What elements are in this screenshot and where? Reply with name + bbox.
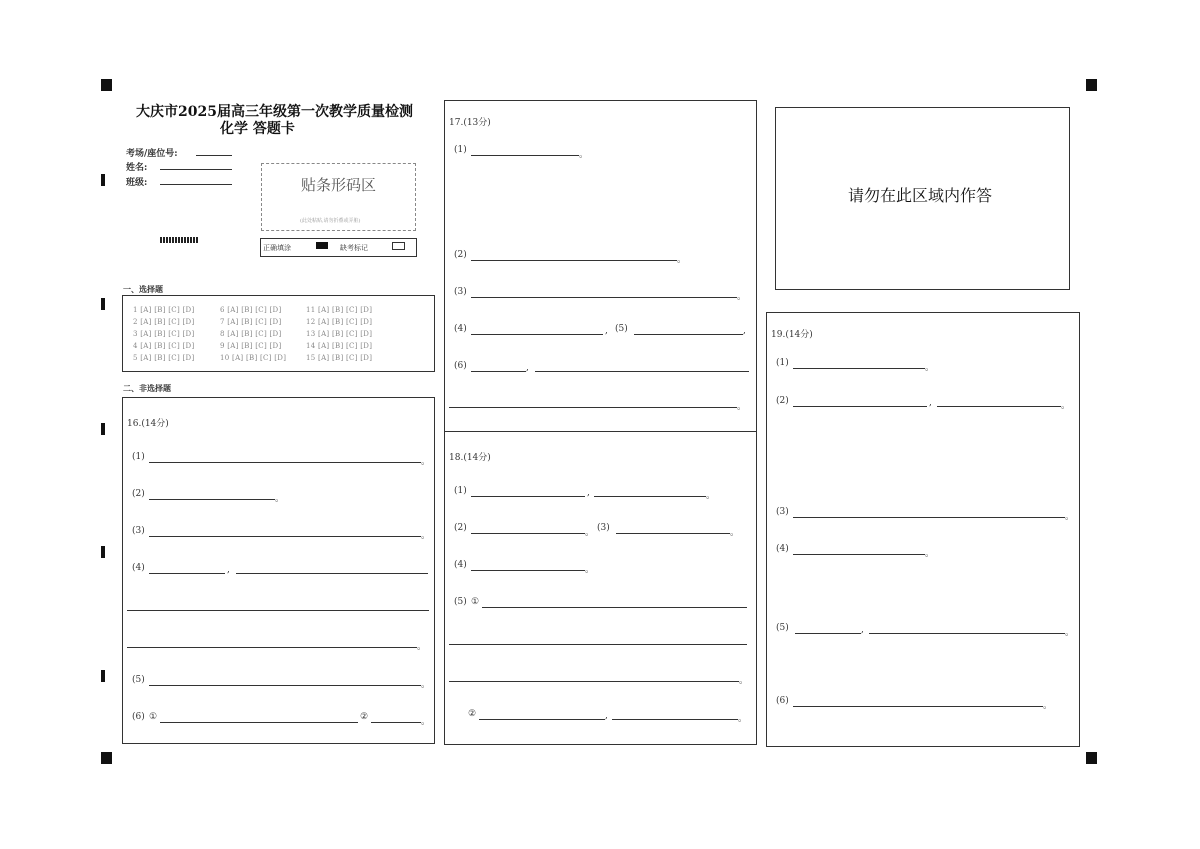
q17-box <box>444 100 757 432</box>
q19-part2-label: (2) <box>776 396 789 406</box>
choice-item[interactable]: 11 [A] [B] [C] [D] <box>306 306 373 314</box>
q16-part3-label: (3) <box>132 526 145 536</box>
q19-part1-answer[interactable] <box>793 368 925 369</box>
punct: 。 <box>421 717 431 727</box>
q19-part6-answer[interactable] <box>793 706 1043 707</box>
exam-title: 大庆市2025届高三年级第一次教学质量检测 <box>136 104 413 120</box>
q16-part6-answer-1[interactable] <box>160 722 358 723</box>
absent-mark-box[interactable] <box>392 242 405 250</box>
choice-item[interactable]: 15 [A] [B] [C] [D] <box>306 354 373 362</box>
q18-part5-answer-1c[interactable] <box>449 681 739 682</box>
corner-mark-top-left <box>101 79 112 91</box>
name-field[interactable] <box>160 169 232 170</box>
punct: 。 <box>730 528 740 538</box>
barcode-label: 贴条形码区 <box>301 176 377 194</box>
section-nonchoice-title: 二、非选择题 <box>123 383 171 393</box>
q19-part4-label: (4) <box>776 544 789 554</box>
corner-mark-bottom-right <box>1086 752 1097 764</box>
q17-part4-answer[interactable] <box>471 334 603 335</box>
q19-part3-answer[interactable] <box>793 517 1065 518</box>
q18-part4-answer[interactable] <box>471 570 585 571</box>
q16-part6-circle2: ② <box>360 712 369 722</box>
q19-part5-label: (5) <box>776 623 789 633</box>
q17-part5-answer[interactable] <box>634 334 743 335</box>
choice-item[interactable]: 5 [A] [B] [C] [D] <box>133 354 195 362</box>
choice-item[interactable]: 1 [A] [B] [C] [D] <box>133 306 195 314</box>
punct: 。 <box>677 255 687 265</box>
q17-part1-label: (1) <box>454 145 467 155</box>
punct: 。 <box>1065 628 1075 638</box>
q19-part3-label: (3) <box>776 507 789 517</box>
choice-item[interactable]: 14 [A] [B] [C] [D] <box>306 342 373 350</box>
q18-part5-answer-2a[interactable] <box>479 719 605 720</box>
section-choice-title: 一、选择题 <box>123 284 163 294</box>
q17-part2-label: (2) <box>454 250 467 260</box>
timing-mark <box>101 670 105 682</box>
q19-part2-answer-b[interactable] <box>937 406 1061 407</box>
q19-part5-answer-a[interactable] <box>795 633 861 634</box>
punct: 。 <box>421 457 431 467</box>
choice-item[interactable]: 2 [A] [B] [C] [D] <box>133 318 195 326</box>
q16-part4-answer-b[interactable] <box>236 573 428 574</box>
punct: 。 <box>417 642 427 652</box>
punct: , <box>227 565 230 575</box>
q16-part6-circle1: ① <box>149 712 158 722</box>
name-label: 姓名: <box>126 163 148 173</box>
class-label: 班级: <box>126 178 148 188</box>
q16-part4-answer-c[interactable] <box>127 610 429 611</box>
scan-code <box>160 237 198 243</box>
correct-fill-label: 正确填涂 <box>263 244 291 252</box>
punct: , <box>526 363 529 373</box>
q17-part2-answer[interactable] <box>471 260 677 261</box>
punct: 。 <box>739 676 749 686</box>
timing-mark <box>101 174 105 186</box>
timing-mark <box>101 546 105 558</box>
exam-subtitle: 化学 答题卡 <box>220 121 295 137</box>
q18-part1-answer-a[interactable] <box>471 496 585 497</box>
q16-title: 16.(14分) <box>127 419 169 429</box>
punct: 。 <box>275 494 285 504</box>
q16-part3-answer[interactable] <box>149 536 421 537</box>
q16-part2-answer[interactable] <box>149 499 275 500</box>
punct: 。 <box>585 528 595 538</box>
q17-part1-answer[interactable] <box>471 155 579 156</box>
q18-part2-answer[interactable] <box>471 533 585 534</box>
punct: 。 <box>706 491 716 501</box>
no-answer-label: 请勿在此区域内作答 <box>848 186 993 205</box>
q19-part6-label: (6) <box>776 696 789 706</box>
q18-part5-circle1: ① <box>471 597 480 607</box>
timing-mark <box>101 298 105 310</box>
q18-part5-answer-1a[interactable] <box>482 607 747 608</box>
seat-label: 考场/座位号: <box>126 149 178 159</box>
q19-part5-answer-b[interactable] <box>869 633 1065 634</box>
punct: , <box>605 711 608 721</box>
corner-mark-top-right <box>1086 79 1097 91</box>
q16-part4-label: (4) <box>132 563 145 573</box>
q19-part4-answer[interactable] <box>793 554 925 555</box>
q18-part3-label: (3) <box>597 523 610 533</box>
q17-part3-label: (3) <box>454 287 467 297</box>
q18-part5-circle2: ② <box>468 709 477 719</box>
q16-part4-answer-d[interactable] <box>127 647 417 648</box>
q18-box <box>444 431 757 745</box>
q17-part3-answer[interactable] <box>471 297 737 298</box>
choice-item[interactable]: 3 [A] [B] [C] [D] <box>133 330 195 338</box>
q18-part1-label: (1) <box>454 486 467 496</box>
q16-part2-label: (2) <box>132 489 145 499</box>
q19-title: 19.(14分) <box>771 330 813 340</box>
choice-item[interactable]: 9 [A] [B] [C] [D] <box>220 342 282 350</box>
punct: 。 <box>1061 401 1071 411</box>
corner-mark-bottom-left <box>101 752 112 764</box>
q17-title: 17.(13分) <box>449 118 491 128</box>
punct: , <box>605 326 608 336</box>
seat-field[interactable] <box>196 155 232 156</box>
punct: , <box>587 488 590 498</box>
q17-part6-answer-b[interactable] <box>535 371 749 372</box>
correct-fill-sample <box>316 242 328 249</box>
timing-mark <box>101 423 105 435</box>
punct: , <box>743 326 746 336</box>
punct: 。 <box>421 531 431 541</box>
q16-part6-label: (6) <box>132 712 145 722</box>
q16-part1-answer[interactable] <box>149 462 421 463</box>
punct: 。 <box>579 150 589 160</box>
absent-mark-label: 缺考标记 <box>340 244 368 252</box>
q17-part6-answer-c[interactable] <box>449 407 737 408</box>
q16-part5-label: (5) <box>132 675 145 685</box>
barcode-hint: (此处粘贴,请勿折叠或弄脏) <box>300 218 361 224</box>
punct: 。 <box>737 402 747 412</box>
q18-part5-label: (5) <box>454 597 467 607</box>
choice-item[interactable]: 13 [A] [B] [C] [D] <box>306 330 373 338</box>
punct: 。 <box>738 714 748 724</box>
choice-item[interactable]: 8 [A] [B] [C] [D] <box>220 330 282 338</box>
q19-part2-answer-a[interactable] <box>793 406 927 407</box>
q16-box <box>122 397 435 744</box>
q17-part4-label: (4) <box>454 324 467 334</box>
punct: 。 <box>925 549 935 559</box>
punct: 。 <box>421 680 431 690</box>
punct: 。 <box>585 565 595 575</box>
choice-item[interactable]: 10 [A] [B] [C] [D] <box>220 354 287 362</box>
q18-part4-label: (4) <box>454 560 467 570</box>
q19-part1-label: (1) <box>776 358 789 368</box>
q17-part6-label: (6) <box>454 361 467 371</box>
choice-item[interactable]: 4 [A] [B] [C] [D] <box>133 342 195 350</box>
punct: 。 <box>1043 701 1053 711</box>
punct: , <box>929 398 932 408</box>
q17-part6-answer-a[interactable] <box>471 371 526 372</box>
choice-item[interactable]: 7 [A] [B] [C] [D] <box>220 318 282 326</box>
q16-part4-answer-a[interactable] <box>149 573 225 574</box>
punct: 。 <box>925 363 935 373</box>
q18-part1-answer-b[interactable] <box>594 496 706 497</box>
q19-box <box>766 312 1080 747</box>
punct: 。 <box>1065 512 1075 522</box>
q18-part3-answer[interactable] <box>616 533 730 534</box>
choice-item[interactable]: 12 [A] [B] [C] [D] <box>306 318 373 326</box>
q18-part5-answer-2b[interactable] <box>612 719 738 720</box>
punct: , <box>861 625 864 635</box>
q16-part1-label: (1) <box>132 452 145 462</box>
punct: 。 <box>737 292 747 302</box>
q17-part5-label: (5) <box>615 324 628 334</box>
q18-part5-answer-1b[interactable] <box>449 644 747 645</box>
q18-part2-label: (2) <box>454 523 467 533</box>
class-field[interactable] <box>160 184 232 185</box>
choice-item[interactable]: 6 [A] [B] [C] [D] <box>220 306 282 314</box>
q16-part6-answer-2[interactable] <box>371 722 421 723</box>
q18-title: 18.(14分) <box>449 453 491 463</box>
q16-part5-answer[interactable] <box>149 685 421 686</box>
